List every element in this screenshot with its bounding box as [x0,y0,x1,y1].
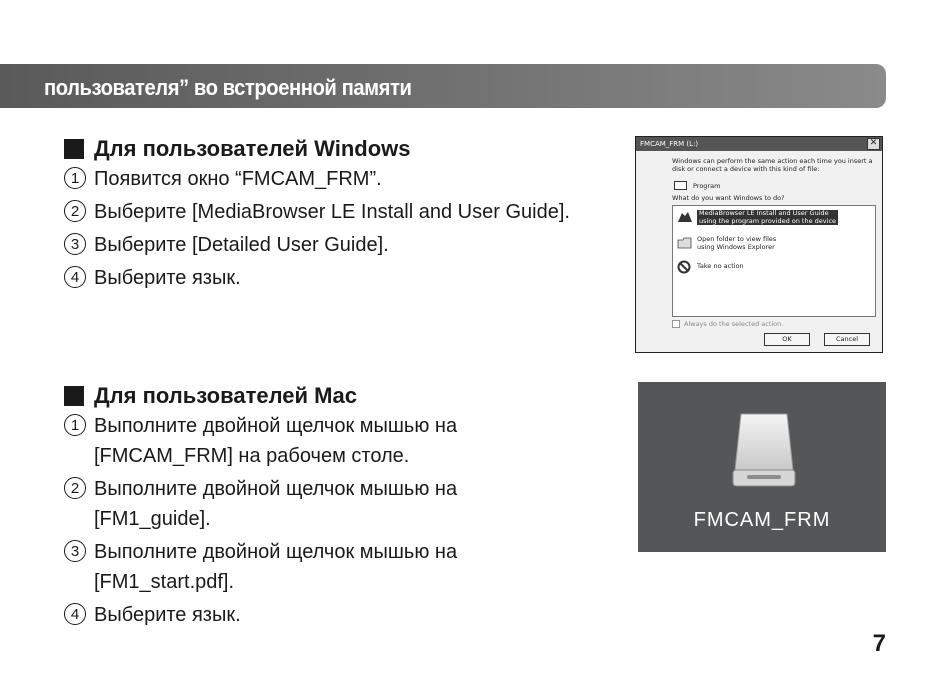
mac-heading [64,383,524,409]
option-line: using Windows Explorer [697,242,775,251]
circled-number-2: 2 [64,477,86,499]
square-bullet-icon [64,386,84,406]
always-checkbox-row[interactable] [672,320,783,328]
circled-number-3: 3 [64,233,86,255]
mac-step-3 [64,537,524,597]
step-text: Выберите язык. [94,267,241,289]
dialog-question: What do you want Windows to do? [672,194,785,202]
drive-label: FMCAM_FRM [693,509,831,531]
cancel-button[interactable]: Cancel [824,333,870,346]
windows-step-1 [64,164,624,194]
no-action-icon [677,260,693,274]
windows-step-2 [64,197,624,227]
mac-desktop-area [638,382,886,552]
circled-number-4: 4 [64,603,86,625]
autoplay-dialog [635,136,883,353]
step-text: Выполните двойной щелчок мышью на [FMCAM_FRM] на рабочем столе. [94,415,458,467]
dialog-message: Windows can perform the same action each time you insert a disk or connect a device with this kind of file: [672,157,873,173]
always-checkbox[interactable] [672,320,680,328]
mac-steps [64,411,524,630]
square-bullet-icon [64,139,84,159]
dialog-titlebar [636,137,882,151]
windows-step-4 [64,263,624,293]
mac-step-1 [64,411,524,471]
windows-heading [64,136,624,162]
windows-section [64,136,624,296]
circled-number-1: 1 [64,167,86,189]
option-open-folder[interactable] [677,236,776,251]
folder-icon [677,236,693,250]
windows-steps [64,164,624,293]
close-icon[interactable]: ✕ [867,138,880,150]
windows-heading-text: Для пользователей Windows [94,136,411,161]
mac-heading-text: Для пользователей Mac [94,383,357,408]
option-line: Open folder to view files [697,235,777,243]
page-title: пользователя” во встроенной памяти [44,75,412,100]
step-text: Выполните двойной щелчок мышью на [FM1_start.pdf]. [94,541,458,593]
windows-step-3 [64,230,624,260]
option-line: MediaBrowser LE Install and User Guide [699,209,829,217]
option-no-action[interactable] [677,260,744,274]
option-line: Take no action [697,262,744,270]
step-text: Выберите [Detailed User Guide]. [94,234,389,256]
mac-step-2 [64,474,524,534]
option-line: using the program provided on the device [699,216,837,225]
mediabrowser-icon [677,210,693,224]
always-label: Always do the selected action. [684,320,784,328]
mac-step-4 [64,600,524,630]
circled-number-3: 3 [64,540,86,562]
page-number: 7 [872,630,886,657]
step-text: Выполните двойной щелчок мышью на [FM1_guide]. [94,478,458,530]
mac-section [64,383,524,633]
circled-number-2: 2 [64,200,86,222]
circled-number-4: 4 [64,266,86,288]
dialog-program [674,181,720,190]
program-label: Program [693,181,721,190]
action-list [672,205,876,317]
step-text: Выберите [MediaBrowser LE Install and User Guide]. [94,201,570,223]
drive-icon[interactable] [729,412,799,490]
circled-number-1: 1 [64,414,86,436]
program-icon [674,181,687,190]
option-mediabrowser[interactable] [677,210,838,225]
ok-button[interactable]: OK [764,333,810,346]
step-text: Появится окно “FMCAM_FRM”. [94,168,382,190]
dialog-title: FMCAM_FRM (L:) [640,140,699,148]
step-text: Выберите язык. [94,604,241,626]
